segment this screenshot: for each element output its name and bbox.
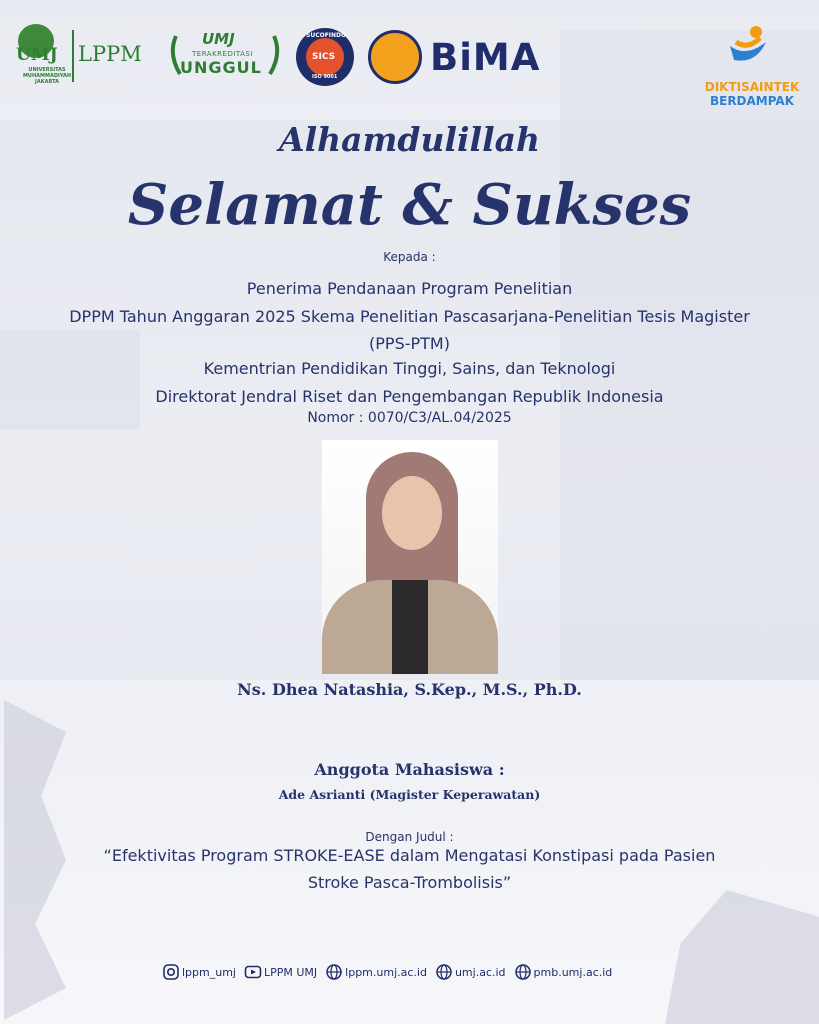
diktisaintek-mark-icon	[726, 24, 772, 70]
photo-face	[382, 476, 442, 550]
unggul-word-text: UNGGUL	[180, 58, 262, 77]
judul-line-2: Stroke Pasca-Trombolisis”	[307, 873, 512, 892]
anggota-label: Anggota Mahasiswa :	[314, 760, 505, 779]
footer-item-pmb-site[interactable]	[514, 963, 613, 981]
recipient-photo	[322, 440, 498, 674]
umj-logo-subtitle: UNIVERSITAS MUHAMMADIYAH JAKARTA	[22, 67, 72, 85]
sucofindo-sics-text: SICS	[312, 52, 336, 62]
youtube-icon	[244, 963, 262, 981]
bima-emblem-icon	[368, 30, 422, 84]
sucofindo-logo	[296, 28, 354, 86]
title-selamat-sukses: Selamat & Sukses	[127, 172, 692, 238]
footer-item-umj-site[interactable]	[435, 963, 506, 981]
footer-youtube-text: LPPM UMJ	[263, 965, 318, 979]
body-line-3: (PPS-PTM)	[369, 334, 450, 353]
footer-umj-site-text: umj.ac.id	[454, 965, 506, 979]
photo-inner-garment	[392, 580, 428, 674]
footer-lppm-site-text: lppm.umj.ac.id	[345, 965, 427, 979]
body-line-5: Direktorat Jendral Riset dan Pengembangan Republik Indonesia	[155, 387, 664, 406]
judul-label: Dengan Judul :	[365, 830, 454, 844]
unggul-umj-text: UMJ	[202, 30, 235, 48]
nomor-text: Nomor : 0070/C3/AL.04/2025	[307, 410, 512, 426]
footer-instagram-text: lppm_umj	[182, 965, 236, 979]
bima-logo-text: BiMA	[430, 36, 541, 79]
unggul-accreditation-logo	[166, 28, 284, 80]
body-line-4: Kementrian Pendidikan Tinggi, Sains, dan Teknologi	[203, 359, 616, 378]
footer-item-youtube[interactable]	[244, 963, 317, 981]
globe-icon	[325, 963, 343, 981]
footer-pmb-site-text: pmb.umj.ac.id	[533, 965, 613, 979]
globe-icon	[514, 963, 532, 981]
lppm-logo-text: LPPM	[78, 42, 142, 66]
berdampak-text: BERDAMPAK	[709, 94, 795, 108]
recipient-name: Ns. Dhea Natashia, S.Kep., M.S., Ph.D.	[237, 680, 582, 699]
instagram-icon	[162, 963, 180, 981]
footer-item-instagram[interactable]	[162, 963, 236, 981]
footer-contacts	[162, 962, 612, 982]
anggota-value: Ade Asrianti (Magister Keperawatan)	[278, 787, 541, 802]
judul-line-1: “Efektivitas Program STROKE-EASE dalam Mengatasi Konstipasi pada Pasien	[103, 846, 716, 865]
body-line-1: Penerima Pendanaan Program Penelitian	[246, 279, 573, 298]
footer-item-lppm-site[interactable]	[325, 963, 427, 981]
diktisaintek-text: DIKTISAINTEK	[704, 80, 800, 94]
umj-logo-text: UMJ	[16, 45, 58, 65]
body-line-2: DPPM Tahun Anggaran 2025 Skema Penelitian Pascasarjana-Penelitian Tesis Magister	[69, 307, 750, 326]
logo-divider	[72, 30, 74, 82]
sucofindo-iso-text: ISO 9001	[312, 74, 338, 80]
globe-icon	[435, 963, 453, 981]
kepada-label: Kepada :	[383, 250, 436, 264]
unggul-terakreditasi-text: TERAKREDITASI	[192, 50, 253, 58]
title-alhamdulillah: Alhamdulillah	[278, 120, 541, 159]
sucofindo-top-text: SUCOFINDO	[306, 32, 347, 39]
